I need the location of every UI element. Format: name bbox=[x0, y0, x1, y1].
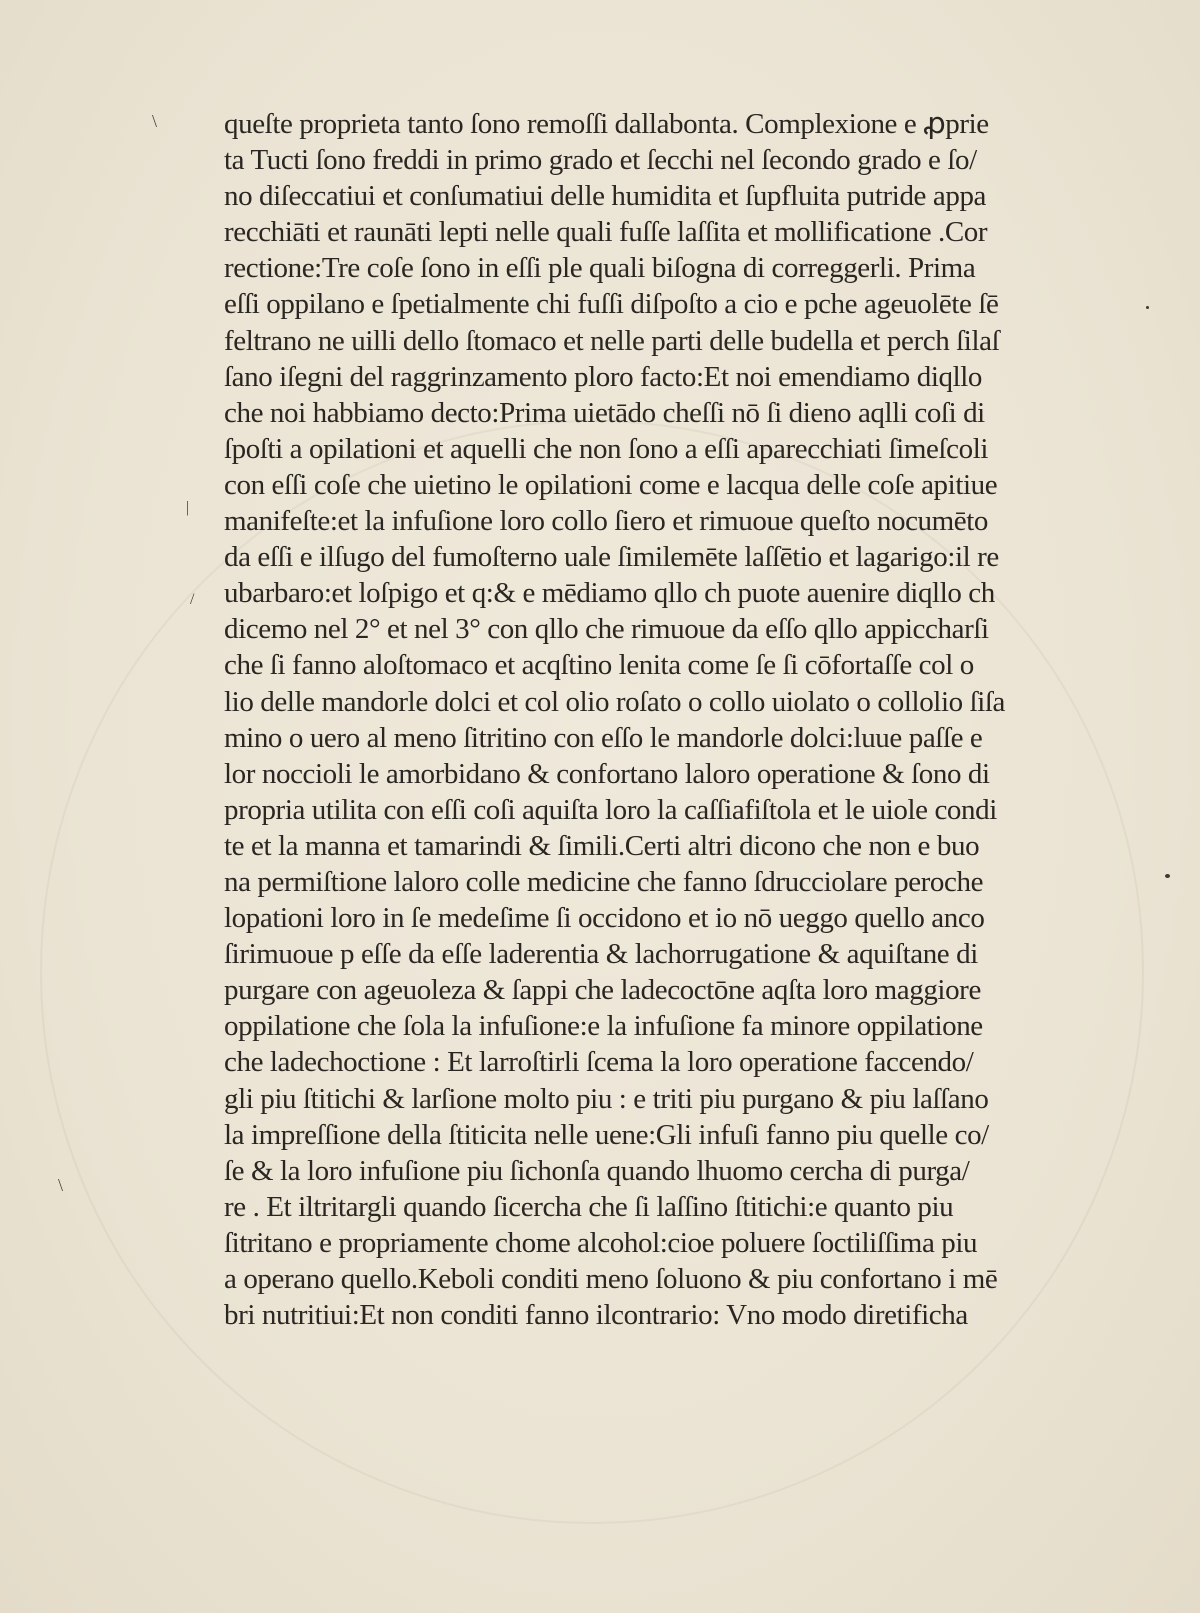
text-line: ſano iſegni del raggrinzamento ploro facto:Et noi emendiamo diqllo bbox=[224, 360, 982, 393]
text-line: gli piu ſtitichi & larſione molto piu : e triti piu purgano & piu laſſano bbox=[224, 1082, 989, 1115]
text-line: te et la manna et tamarindi & ſimili.Certi altri dicono che non e buo bbox=[224, 829, 980, 862]
text-line: ſe & la loro infuſione piu ſichonſa quando lhuomo cercha di purga/ bbox=[224, 1154, 970, 1187]
text-line: recchiāti et raunāti lepti nelle quali fuſſe laſſita et mollificatione .Cor bbox=[224, 216, 988, 249]
text-line: che noi habbiamo decto:Prima uietādo cheſſi nō ſi dieno aqlli coſi di bbox=[224, 396, 985, 429]
text-line: eſſi oppilano e ſpetialmente chi fuſſi diſpoſto a cio e pche ageuolēte ſē bbox=[224, 288, 999, 321]
text-line: a operano quello.Keboli conditi meno ſoluono & piu confortano i mē bbox=[224, 1263, 998, 1295]
text-line: queſte proprieta tanto ſono remoſſi dallabonta. Complexione e ꝓprie bbox=[224, 108, 989, 140]
text-line: la impreſſione della ſtiticita nelle uene:Gli infuſi fanno piu quelle co/ bbox=[224, 1118, 989, 1151]
margin-mark: / bbox=[190, 591, 195, 608]
ink-spot bbox=[1146, 306, 1149, 309]
margin-mark: \ bbox=[152, 111, 158, 131]
text-line: da eſſi e ilſugo del fumoſterno uale ſimilemēte laſſētio et lagarigo:il re bbox=[224, 541, 999, 574]
text-line: che ſi fanno aloſtomaco et acqſtino lenita come ſe ſi cōfortaſſe col o bbox=[224, 649, 974, 682]
text-line: ta Tucti ſono freddi in primo grado et ſecchi nel ſecondo grado e ſo/ bbox=[224, 144, 977, 177]
text-line: dicemo nel 2° et nel 3° con qllo che rimuoue da eſſo qllo appiccharſi bbox=[224, 613, 989, 646]
text-line: lor noccioli le amorbidano & confortano laloro operatione & ſono di bbox=[224, 757, 990, 790]
text-line: bri nutritiui:Et non conditi fanno ilcontrario: Vno modo diretificha bbox=[224, 1299, 968, 1332]
text-line: ſitritano e propriamente chome alcohol:cioe poluere ſoctiliſſima piu bbox=[224, 1226, 978, 1259]
text-line: oppilatione che ſola la infuſione:e la infuſione fa minore oppilatione bbox=[224, 1010, 983, 1043]
body-text bbox=[224, 106, 1084, 1333]
text-line: lio delle mandorle dolci et col olio roſato o collo uiolato o collolio ſiſa bbox=[224, 685, 1006, 718]
text-line: no diſeccatiui et conſumatiui delle humidita et ſupfluita putride appa bbox=[224, 180, 987, 213]
ink-spot bbox=[1165, 874, 1170, 878]
text-line: ſpoſti a opilationi et aquelli che non ſono a eſſi aparecchiati ſimeſcoli bbox=[224, 432, 989, 465]
text-line: manifeſte:et la infuſione loro collo ſiero et rimuoue queſto nocumēto bbox=[224, 505, 989, 538]
text-line: purgare con ageuoleza & ſappi che ladecoctōne aqſta loro maggiore bbox=[224, 974, 981, 1007]
text-line: mino o uero al meno ſitritino con eſſo le mandorle dolci:luue paſſe e bbox=[224, 721, 983, 754]
text-line: na permiſtione laloro colle medicine che fanno ſdrucciolare peroche bbox=[224, 865, 984, 898]
text-line: che ladechoctione : Et larroſtirli ſcema la loro operatione faccendo/ bbox=[224, 1046, 974, 1079]
margin-mark: \ bbox=[58, 1175, 64, 1195]
text-line: rectione:Tre coſe ſono in eſſi ple quali biſogna di correggerli. Prima bbox=[224, 252, 976, 285]
margin-mark: | bbox=[186, 499, 190, 516]
text-line: ubarbaro:et loſpigo et q:& e mēdiamo qllo ch puote auenire diqllo ch bbox=[224, 577, 995, 610]
text-line: feltrano ne uilli dello ſtomaco et nelle parti delle budella et perch ſilaſ bbox=[224, 324, 1000, 357]
text-line: propria utilita con eſſi coſi aquiſta loro la caſſiafiſtola et le uiole condi bbox=[224, 793, 997, 826]
text-line: con eſſi coſe che uietino le opilationi come e lacqua delle coſe apitiue bbox=[224, 468, 998, 501]
text-line: re . Et iltritargli quando ſicercha che ſi laſſino ſtitichi:e quanto piu bbox=[224, 1190, 954, 1223]
text-line: ſirimuoue p eſſe da eſſe laderentia & lachorrugatione & aquiſtane di bbox=[224, 938, 978, 971]
text-line: lopationi loro in ſe medeſime ſi occidono et io nō ueggo quello anco bbox=[224, 902, 985, 935]
